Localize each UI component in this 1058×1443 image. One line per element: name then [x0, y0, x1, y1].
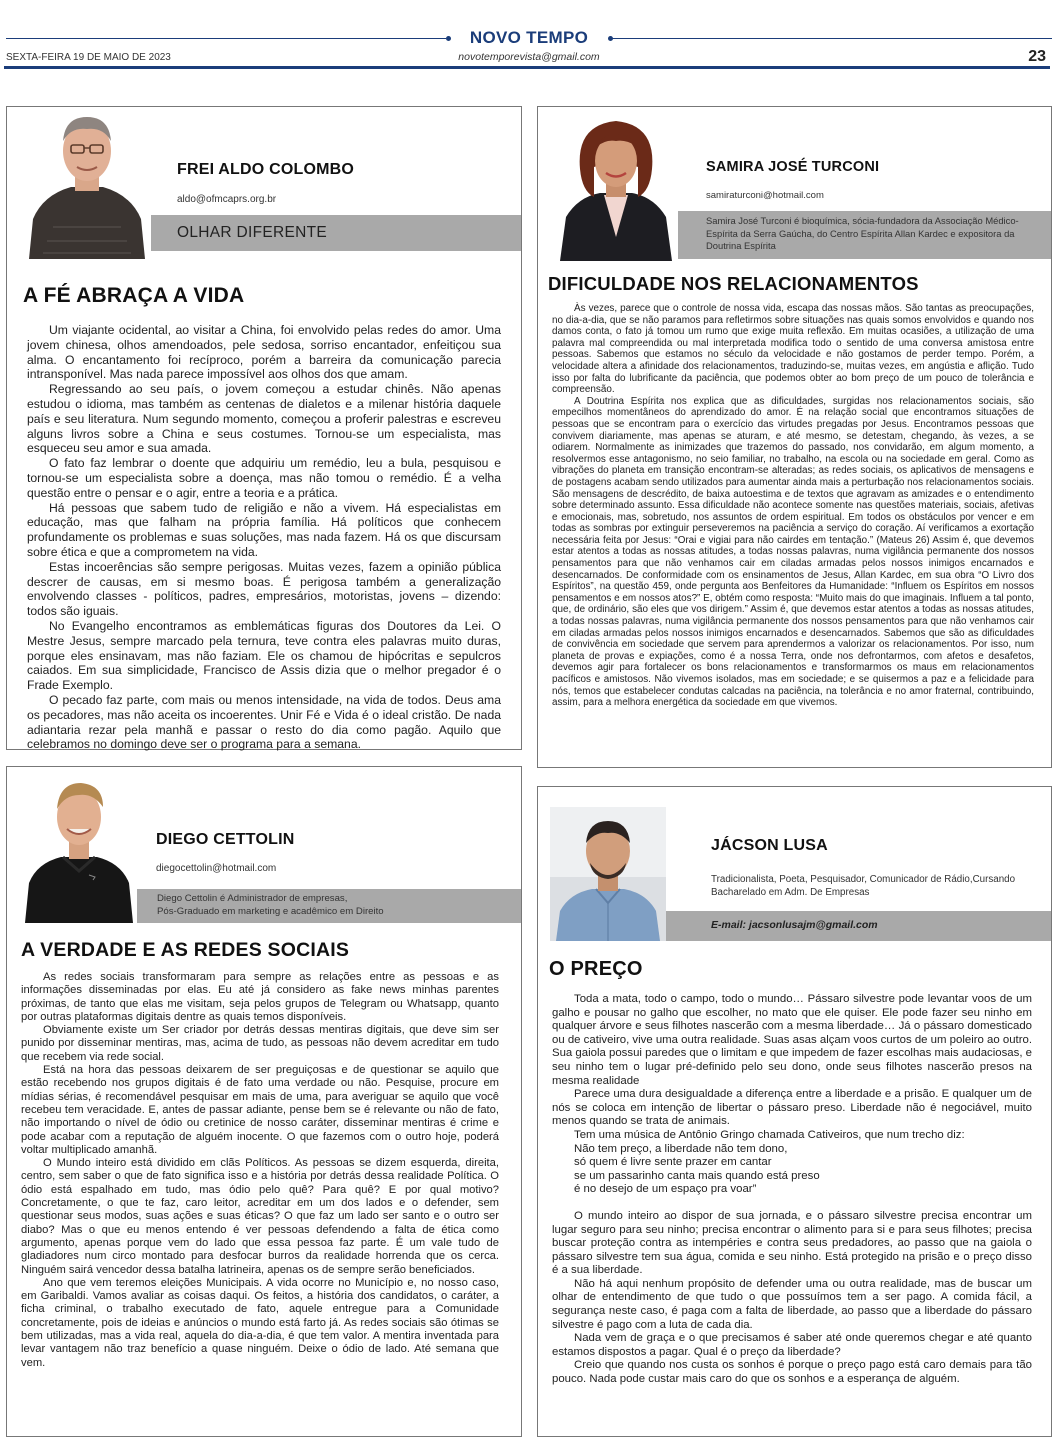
paragraph: A Doutrina Espírita nos explica que as dificuldades, surgidas nos relacionamentos sociais, são empecilhos momentâneos do aprendizado do amor. É na relação social que encontramos situações de pessoas que se encontram para o exercício das virtudes pregadas por Jesus. Encontramos pessoas que convivem diariamente, mas apenas se aturam, e até mesmo, se detestam, chegando, às vezes, a se odiarem. Normalmente as inimizades que trazemos do passado, nos convidarão, em algum momento, a resolvermos esse antagonismo, no seio familiar, no trabalho, na escola ou na sociedade em geral. Como as vibrações do planeta em transição encontram-se alteradas; as redes sociais, os aplicativos de mensagens e de postagens acabam sendo utilizados para aumentar ainda mais a perturbação nos relacionamentos sociais. São mensagens de descrédito, de baixa autoestima e de textos que agravam as amizades e o entendimento sobre determinado assunto. Essa dificuldade não acontece somente nas questões materiais, sociais, afetivas e emocionais, mas, sobretudo, nos assuntos de ordem espiritual. Em todos os obstáculos por vencer e em todas as sombras por extinguir perseveremos na paciência a serviço do coração. Aí verificamos a exortação necessária feita por Jesus: “Orai e vigiai para não cairdes em tentação.” (Mateus 26) Assim é, que devemos estar atentos a todas as nossas atitudes, a todas nossas palavras, numa vigilância permanente dos nossos pensamentos para que não venhamos cair em ciladas armadas pelos nossos inimigos encarnados e desencarnados. De conformidade com os ensinamentos de Jesus, Allan Kardec, em sua obra “O Livro dos Espíritos”, na questão 459, onde pergunta aos Benfeitores da Humanidade: “Influem os Espíritos em nossos pensamentos e em nossos atos?” E, obtém como resposta: “Muito mais do que imaginais. Influem a tal ponto, que, de ordinário, são eles que vos dirigem.” Assim é, que devemos estar atentos a todas as nossas atitudes, a todas nossas palavras, numa vigilância permanente dos nossos pensamentos para que não venhamos cair em ciladas armadas pelos nossos inimigos encarnados e desencarnados. Sabemos que são as dificuldades de convivência em sociedade que servem para aprendermos a valorizar os relacionamentos. Por isso, num planeta de provas e expiações, como é a nossa Terra, onde nos defrontarmos, com afetos e desafetos, devemos agir para fortalecer os bons relacionamentos e transformarmos os maus em relacionamentos pacíficos e amistosos. Não vivemos isolados, mas em sociedade; e se quisermos a paz e a felicidade para nós, temos que estabelecer condutas calcadas na paciência, na tolerância e no amor fraternal, contribuindo, assim, para a melhora energética da sociedade em que vivemos. [552, 395, 1034, 709]
bio-line: Diego Cettolin é Administrador de empresas, [157, 893, 348, 904]
paragraph: O pecado faz parte, com mais ou menos intensidade, na vida de todos. Deus ama os pecadores, mas não aceita os incoerentes. Unir Fé e Vida é o ideal cristão. De nada adiantaria rezar pela manhã e passar o resto do dia como pagão. Aquilo que celebramos no domingo deve ser o programa para a semana. [27, 692, 501, 752]
headline-jacson: O PREÇO [549, 958, 643, 980]
poem-line: se um passarinho canta mais quando está preso [574, 1169, 820, 1182]
column-aldo [6, 106, 522, 750]
paragraph: Ano que vem teremos eleições Municipais. A vida ocorre no Município e, no nosso caso, em Garibaldi. Vamos avaliar as coisas daqui. Os feitos, a história dos candidatos, o caráter, a ficha criminal, o trabalho executado de fato, aquele entregue para a Comunidade concretamente, pois de ideias e anúncios o mundo está farto já. As redes sociais são ótimas se bem utilizadas, mas a vida real, aquela do dia-a-dia, é que tem valor. A mentira inventada para levar vantagem não traz benefício a quase ninguém. Deixe o ódio de lado. Até semana que vem. [21, 1276, 499, 1369]
bio-line: Tradicionalista, Poeta, Pesquisador, Comunicador de Rádio,Cursando [711, 874, 1016, 885]
article-body-jacson [552, 993, 1032, 1387]
paragraph: Tem uma música de Antônio Gringo chamada Cativeiros, que num trecho diz: [574, 1128, 965, 1141]
paragraph: Há pessoas que sabem tudo de religião e não a vivem. Há especialistas em educação, mas que falham na própria família. Há políticos que conhecem profundamente os problemas e suas soluções, mas nada fazem. Há os que discursam sobre ética e que a comprometem na vida. [27, 500, 501, 559]
poem-quote [552, 1143, 1032, 1197]
author-email-jacson: E-mail: jacsonlusajm@gmail.com [711, 919, 878, 931]
paragraph: Toda a mata, todo o campo, todo o mundo… Pássaro silvestre pode levantar voos de um galho e pousar no galho que escolher, no mato que ele quiser. Ele pode fazer seu ninho em qualquer árvore e seus filhotes nascerão com a mesma liberdade… Já o pássaro domesticado ou de cativeiro, vive uma outra realidade. Suas asas alçam voos curtos de um poleiro ao outro. Sua gaiola possui paredes que o limitam e que impedem de fazer escolhas mais audaciosas, e seu ninho tem o lugar pré-definido pelo seu dono, onde seus filhotes nascerão presos na mesma realidade [552, 993, 1032, 1087]
paragraph: Um viajante ocidental, ao visitar a China, foi envolvido pelas redes do amor. Uma jovem chinesa, olhos amendoados, pele sedosa, sorriso encantador, enfeitiçou sua alma. O encantamento foi recíproco, porém a barreira da comunicação parecia intransponível. Mas nada parece impossível aos olhos dos que amam. [27, 323, 501, 382]
author-name-diego: DIEGO CETTOLIN [156, 831, 295, 848]
bio-band-samira [678, 211, 1051, 259]
poem-line: é no desejo de um espaço pra voar” [574, 1183, 757, 1196]
paragraph: Parece uma dura desigualdade a diferença entre a liberdade e a prisão. E qualquer um de nós se coloca em intenção de libertar o pássaro preso. Liberdade não é negociável, muito menos quando se trata de animais. [552, 1088, 1032, 1128]
page-number: 23 [1028, 48, 1046, 65]
headline-aldo: A FÉ ABRAÇA A VIDA [23, 284, 245, 307]
author-name-samira: SAMIRA JOSÉ TURCONI [706, 159, 880, 175]
header-rule [4, 66, 1050, 69]
author-photo-diego [23, 771, 135, 923]
headline-samira: DIFICULDADE NOS RELACIONAMENTOS [548, 273, 919, 294]
author-email-diego: diegocettolin@hotmail.com [156, 863, 277, 874]
paragraph: No Evangelho encontramos as emblemáticas figuras dos Doutores da Lei. O Mestre Jesus, sempre marcado pela ternura, teve contra eles palavras muito duras, porque eles ensinavam, mas não faziam. Ele os chamou de hipócritas e sepulcros caiados. Em sua simplicidade, Francisco de Assis dizia que o melhor pregador é o Frade Exemplo. [27, 618, 501, 693]
author-photo-samira [554, 107, 678, 261]
column-jacson [537, 786, 1052, 1437]
bio-line: Bacharelado em Adm. De Empresas [711, 887, 870, 898]
author-bio-diego [157, 893, 384, 918]
headline-diego: A VERDADE E AS REDES SOCIAIS [21, 939, 350, 961]
column-samira [537, 106, 1052, 768]
author-email-aldo: aldo@ofmcaprs.org.br [177, 194, 277, 205]
paragraph: Creio que quando nos custa os sonhos é porque o preço pago está caro demais para tão pouco. Nada pode custar mais caro do que os sonhos e a esperança de alguém. [552, 1359, 1032, 1386]
author-photo-aldo [23, 107, 151, 259]
author-name-jacson: JÁCSON LUSA [711, 837, 828, 854]
article-body-diego [21, 971, 499, 1370]
newspaper-title: NOVO TEMPO [469, 28, 589, 47]
paragraph: Estas incoerências são sempre perigosas. Muitas vezes, fazem a opinião pública descrer de causas, em si mesmo boas. É perigosa também a generalização envolvendo classes - políticos, padres, empresários, motoristas, jovens – dizendo: todos são iguais. [27, 559, 501, 619]
paragraph: Às vezes, parece que o controle de nossa vida, escapa das nossas mãos. São tantas as preocupações, no dia-a-dia, que se não paramos para refletirmos sobre situações nas quais somos envolvidos e quando nos damos conta, o fato já tomou um rumo que exige muita reflexão. Em muitas ocasiões, a utilização de uma palavra mal compreendida ou mal interpretada modifica todo o sentido de uma conversa amistosa entre pessoas. Sabemos que estamos no século da velocidade e não gostamos de perder tempo. Porém, a velocidade altera a afinidade dos relacionamentos, traduzindo-se, muitas vezes, em angústia e aflição. Tudo isso por falta do lubrificante da paciência, que podemos obter ao bom preço de um pouco de tolerância e compreensão. [552, 303, 1034, 396]
issue-date: SEXTA-FEIRA 19 DE MAIO DE 2023 [6, 52, 171, 63]
author-name-aldo: FREI ALDO COLOMBO [177, 161, 355, 178]
author-bio-samira: Samira José Turconi é bioquímica, sócia-fundadora da Associação Médico-Espírita da Serra Gaúcha, do Centro Espírita Allan Kardec e expositora da Doutrina Espírita [706, 215, 1019, 251]
poem-line: Não tem preço, a liberdade não tem dono, [574, 1142, 788, 1155]
paragraph: O mundo inteiro ao dispor de sua jornada, e o pássaro silvestre precisa encontrar um lugar seguro para seu ninho; precisa encontrar o alimento para si e para seus filhotes; precisa buscar proteção contra as intempéries e contra seus predadores, ao passo que na gaiola o pássaro silvestre tem sua água, comida e seu ninho. Está protegido na prisão e o preço disso é a sua liberdade. [552, 1209, 1032, 1277]
paragraph: O fato faz lembrar o doente que adquiriu um remédio, leu a bula, pesquisou e tornou-se um especialista sobre a doença, mas não tomou o remédio. É a velha questão entre o pensar e o agir, entre a teoria e a prática. [27, 456, 501, 500]
paragraph: As redes sociais transformaram para sempre as relações entre as pessoas e as informações disseminadas por elas. Eu até já considero as fake news minhas parentes próximas, de tanto que elas me visitam, seja pelos grupos de Telegram ou Whatsapp, quanto por outras plataformas digitais dentre as quais temos disponíveis. [21, 971, 499, 1023]
paragraph: Está na hora das pessoas deixarem de ser preguiçosas e de questionar se aquilo que estão recebendo nos grupos digitais é de fato uma verdade ou não. Pesquise, procure em mídias sérias, é recomendável pesquisar em mais de uma, para averiguar se aquilo que você recebeu tem veracidade. E, antes de passar adiante, pense bem se é relevante ou não de fato, não importando o nível de ódio ou cretinice de nosso caráter, disseminar mentiras é crime e pode acabar com a reputação de alguém inocente. O que fazemos com o outro hoje, poderá voltar multiplicado amanhã. [21, 1064, 499, 1156]
article-body-samira [552, 303, 1034, 709]
poem-line: só quem é livre sente prazer em cantar [574, 1156, 772, 1169]
column-diego [6, 766, 522, 1437]
section-title: OLHAR DIFERENTE [177, 224, 328, 241]
email-band-jacson [666, 911, 1051, 941]
bio-band-diego [137, 889, 521, 923]
author-email-samira: samiraturconi@hotmail.com [706, 190, 824, 201]
bio-line: Pós-Graduado em marketing e acadêmico em Direito [157, 905, 384, 917]
author-photo-jacson [550, 807, 666, 941]
paragraph: Não há aqui nenhum propósito de defender uma ou outra realidade, mas de buscar um olhar de entendimento de que tudo o que possuímos tem a ser pago. A comida fácil, a segurança neste caso, é paga com a falta de liberdade, ao passo que a liberdade do pássaro silvestre é pago com a luta de cada dia. [552, 1277, 1032, 1331]
section-band-aldo [151, 215, 521, 251]
paragraph: Obviamente existe um Ser criador por detrás dessas mentiras digitais, que deve sim ser punido por disseminar mentiras, mas, acima de tudo, as pessoas não devem acreditar em tudo que recebem via rede social. [21, 1024, 499, 1063]
author-bio-jacson [711, 873, 1015, 899]
article-body-aldo [27, 323, 501, 752]
paragraph: Nada vem de graça e o que precisamos é saber até onde queremos chegar e até quanto estamos dispostos a pagar. Qual é o preço da liberdade? [552, 1332, 1032, 1358]
paragraph: O Mundo inteiro está dividido em clãs Políticos. As pessoas se dizem esquerda, direita, centro, sem saber o que de fato significa isso e a história por detrás dessa realidade Política. O ódio está espalhado em tudo, mas ódio pelo quê? Para quê? E por qual motivo? Concretamente, o que te faz, caro leitor, acreditar em um dos lados e o defender, sem questionar seus modos, suas ações e suas éticas? O que faz um lado ser santo e o outro ser diabo? Mas o que eu menos entendo é ver pessoas defendendo a falta de ética como argumento, apenas porque vem do lado que essa pessoa faz parte. É um vale tudo de gladiadores num circo montado para desfocar burros da realidade horrenda que os cerca. Ninguém sairá vencedor dessa batalha latrineira, apenas os de sempre serão beneficiados. [21, 1157, 499, 1276]
paragraph: Regressando ao seu país, o jovem começou a estudar chinês. Não apenas estudou o idioma, mas também as centenas de dialetos e a milenar história daquele país e seu literatura. Num segundo momento, começou a proferir palestras e escreveu alguns livros sobre a China e seus costumes. Tornou-se um especialista, mas esqueceu seu amor e sua amada. [27, 382, 501, 456]
newspaper-email: novotemporevista@gmail.com [458, 51, 600, 63]
